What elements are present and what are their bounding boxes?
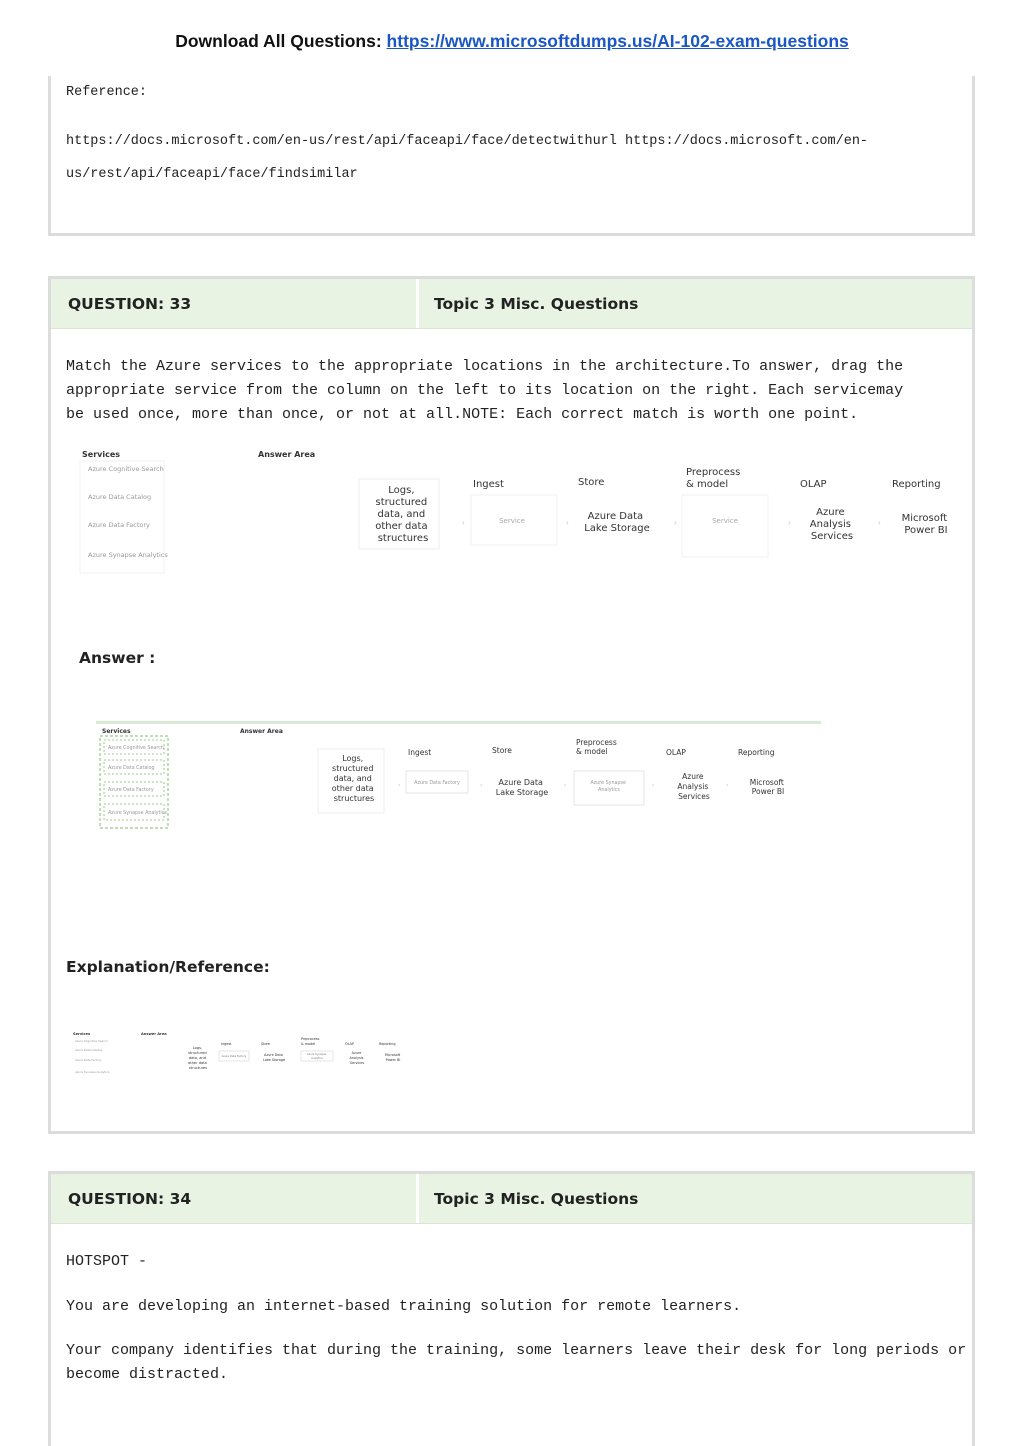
answer-diagram bbox=[96, 721, 821, 831]
answer-area-title: Answer Area bbox=[240, 728, 283, 735]
store-service: Azure Data Lake Storage bbox=[584, 511, 650, 534]
service-item: Azure Cognitive Search bbox=[75, 1039, 108, 1043]
question-33-header bbox=[51, 279, 972, 329]
stage-ingest: Ingest bbox=[473, 479, 504, 490]
stage-preprocess: Preprocess & model bbox=[576, 738, 617, 756]
stage-store: Store bbox=[492, 746, 512, 755]
question-number: QUESTION: 34 bbox=[51, 1174, 419, 1223]
question-34-header bbox=[51, 1174, 972, 1224]
service-item[interactable]: Azure Cognitive Search bbox=[88, 465, 164, 473]
ingest-drop-target[interactable]: Service bbox=[499, 517, 525, 525]
question-34-card bbox=[48, 1171, 975, 1446]
store-service: Azure Data Lake Storage bbox=[495, 778, 549, 797]
answer-area-title: Answer Area bbox=[141, 1032, 167, 1036]
architecture-diagram bbox=[66, 447, 961, 579]
stage-store: Store bbox=[578, 477, 605, 488]
olap-service: Azure Analysis Services bbox=[349, 1051, 365, 1065]
answer-area-title: Answer Area bbox=[258, 450, 316, 459]
explanation-label: Explanation/Reference: bbox=[66, 958, 270, 976]
olap-service: Azure Analysis Services bbox=[677, 772, 710, 801]
stage-preprocess: Preprocess & model bbox=[686, 467, 741, 490]
preprocess-answer: Azure Synapse Analytics bbox=[590, 781, 627, 793]
preprocess-drop-target[interactable]: Service bbox=[712, 517, 738, 525]
arrow-icon: › bbox=[878, 519, 881, 527]
services-title: Services bbox=[82, 450, 121, 459]
stage-reporting: Reporting bbox=[738, 748, 775, 757]
question-text-line-3: become distracted. bbox=[66, 1366, 229, 1383]
answer-label: Answer : bbox=[79, 649, 156, 667]
services-title: Services bbox=[73, 1032, 91, 1036]
source-label: Logs, structured data, and other data structures bbox=[331, 754, 375, 803]
service-item[interactable]: Azure Cognitive Search bbox=[108, 746, 164, 751]
page-header bbox=[0, 31, 1024, 52]
arrow-icon: › bbox=[788, 519, 791, 527]
service-item[interactable]: Azure Data Factory bbox=[108, 788, 154, 793]
stage-olap: OLAP bbox=[345, 1042, 354, 1046]
question-text-line-2: Your company identifies that during the training, some learners leave their desk for long periods or bbox=[66, 1342, 967, 1359]
service-item: Azure Data Factory bbox=[75, 1058, 102, 1062]
question-text-line-2: appropriate service from the column on the left to its location on the right. Each servicemay bbox=[66, 382, 904, 399]
arrow-icon: › bbox=[564, 782, 567, 789]
stage-ingest: Ingest bbox=[408, 748, 432, 757]
service-item: Azure Data Catalog bbox=[75, 1048, 103, 1052]
reference-link-2[interactable]: us/rest/api/faceapi/face/findsimilar bbox=[66, 167, 358, 182]
stage-reporting: Reporting bbox=[892, 479, 941, 490]
stage-preprocess: Preprocess & model bbox=[301, 1037, 320, 1046]
question-text-line-1: Match the Azure services to the appropriate locations in the architecture.To answer, drag the bbox=[66, 358, 904, 375]
source-label: Logs, structured data, and other data structures bbox=[188, 1046, 208, 1070]
arrow-icon: › bbox=[726, 782, 729, 789]
ingest-answer: Azure Data Factory bbox=[414, 781, 460, 786]
report-service: Microsoft Power BI bbox=[749, 778, 785, 796]
service-item[interactable]: Azure Synapse Analytics bbox=[88, 551, 168, 559]
olap-service: Azure Analysis Services bbox=[809, 507, 854, 542]
question-33-card bbox=[48, 276, 975, 1134]
arrow-icon: › bbox=[652, 782, 655, 789]
question-topic: Topic 3 Misc. Questions bbox=[434, 294, 639, 313]
stage-olap: OLAP bbox=[666, 748, 686, 757]
source-label: Logs, structured data, and other data structures bbox=[375, 485, 429, 544]
stage-store: Store bbox=[261, 1042, 270, 1046]
preprocess-answer: Azure Synapse Analytics bbox=[306, 1053, 327, 1060]
arrow-icon: › bbox=[462, 519, 465, 527]
download-link[interactable]: https://www.microsoftdumps.us/AI-102-exam-questions bbox=[386, 31, 849, 51]
service-item[interactable]: Azure Data Factory bbox=[88, 521, 150, 529]
stage-reporting: Reporting bbox=[379, 1042, 396, 1046]
arrow-icon: › bbox=[398, 782, 401, 789]
store-service: Azure Data Lake Storage bbox=[262, 1053, 286, 1062]
header-label: Download All Questions: bbox=[175, 31, 382, 51]
arrow-icon: › bbox=[480, 782, 483, 789]
service-item[interactable]: Azure Data Catalog bbox=[108, 766, 155, 771]
stage-ingest: Ingest bbox=[221, 1042, 232, 1046]
question-topic: Topic 3 Misc. Questions bbox=[434, 1189, 639, 1208]
service-item[interactable]: Azure Synapse Analytics bbox=[108, 811, 167, 816]
ingest-answer: Azure Data Factory bbox=[221, 1055, 247, 1058]
services-title: Services bbox=[102, 728, 131, 735]
report-service: Microsoft Power BI bbox=[384, 1053, 401, 1062]
service-item[interactable]: Azure Data Catalog bbox=[88, 493, 152, 501]
stage-olap: OLAP bbox=[800, 479, 827, 490]
question-type: HOTSPOT - bbox=[66, 1253, 148, 1270]
reference-link-1[interactable]: https://docs.microsoft.com/en-us/rest/api/faceapi/face/detectwithurl https://docs.microsoft.com/en- bbox=[66, 134, 869, 149]
explanation-diagram bbox=[71, 1029, 411, 1079]
question-text-line-1: You are developing an internet-based training solution for remote learners. bbox=[66, 1298, 742, 1315]
arrow-icon: › bbox=[566, 519, 569, 527]
report-service: Microsoft Power BI bbox=[901, 513, 948, 536]
reference-label: Reference: bbox=[66, 85, 148, 100]
previous-question-card bbox=[48, 76, 975, 236]
question-number: QUESTION: 33 bbox=[51, 279, 419, 328]
question-text-line-3: be used once, more than once, or not at all.NOTE: Each correct match is worth one point. bbox=[66, 406, 859, 423]
service-item: Azure Synapse Analytics bbox=[75, 1070, 110, 1074]
arrow-icon: › bbox=[674, 519, 677, 527]
